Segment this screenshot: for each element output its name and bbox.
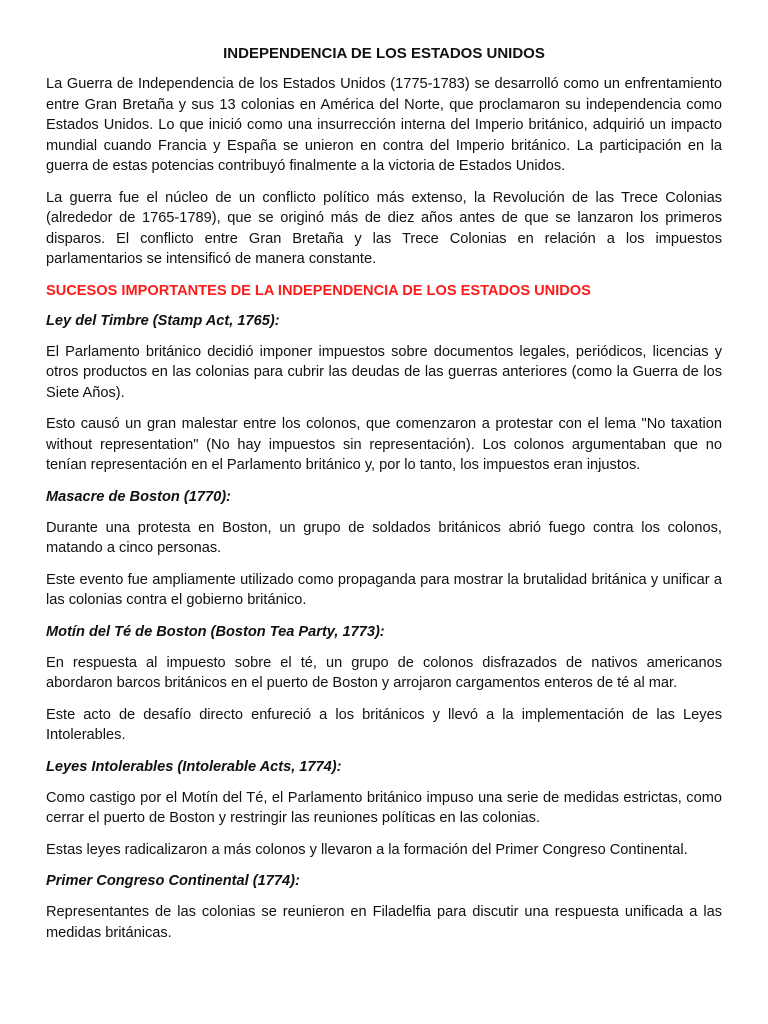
event-title: Primer Congreso Continental (1774): [46, 873, 300, 889]
event-paragraph: Durante una protesta en Boston, un grupo de soldados británicos abrió fuego contra los colonos, matando a cinco personas. [46, 519, 722, 556]
event-paragraph: El Parlamento británico decidió imponer impuestos sobre documentos legales, periódicos, licencias y otros productos en las colonias para cubrir las deudas de las guerras anteriores (como la Guerra de los Siete Años). [46, 343, 722, 401]
event-title: Ley del Timbre (Stamp Act, 1765): [46, 312, 280, 329]
intro-paragraph: La guerra fue el núcleo de un conflicto político más extenso, la Revolución de las Trece Colonias (alrededor de 1765-1789), que se originó más de diez años antes de que se lanzaron los primeros disparos. El conflicto entre Gran Bretaña y las Trece Colonias en relación a los impuestos parlamentarios se intensificó de manera constante. [46, 189, 722, 267]
event-paragraph: Estas leyes radicalizaron a más colonos y llevaron a la formación del Primer Congreso Continental. [46, 841, 688, 858]
event-paragraph: Esto causó un gran malestar entre los colonos, que comenzaron a protestar con el lema "No taxation without representation" (No hay impuestos sin representación). Los colonos argumentaban que no tenían representación en el Parlamento británico y, por lo tanto, los impuestos eran injustos. [46, 416, 722, 473]
event-paragraph: Este evento fue ampliamente utilizado como propaganda para mostrar la brutalidad británica y unificar a las colonias contra el gobierno británico. [46, 571, 722, 608]
event-title: Motín del Té de Boston (Boston Tea Party, 1773): [46, 623, 385, 640]
event-title: Leyes Intolerables (Intolerable Acts, 1774): [46, 758, 342, 775]
event-paragraph: Este acto de desafío directo enfureció a los británicos y llevó a la implementación de las Leyes Intolerables. [46, 706, 722, 743]
section-heading: SUCESOS IMPORTANTES DE LA INDEPENDENCIA DE LOS ESTADOS UNIDOS [46, 282, 591, 299]
event-paragraph: En respuesta al impuesto sobre el té, un grupo de colonos disfrazados de nativos americanos abordaron barcos británicos en el puerto de Boston y arrojaron cargamentos enteros de té al mar. [46, 654, 722, 691]
event-paragraph: Representantes de las colonias se reunieron en Filadelfia para discutir una respuesta unificada a las medidas británicas. [46, 904, 722, 941]
document-title: INDEPENDENCIA DE LOS ESTADOS UNIDOS [223, 45, 545, 62]
event-paragraph: Como castigo por el Motín del Té, el Parlamento británico impuso una serie de medidas estrictas, como cerrar el puerto de Boston y restringir las reuniones políticas en las colonias. [46, 789, 722, 826]
intro-paragraph: La Guerra de Independencia de los Estados Unidos (1775-1783) se desarrolló como un enfrentamiento entre Gran Bretaña y sus 13 colonias en América del Norte, que proclamaron su independencia como Estados Unidos. Lo que inició como una insurrección interna del Imperio británico, adquirió un impacto mundial cuando Francia y España se unieron en contra del Imperio británico. La participación en la guerra de estas potencias contribuyó finalmente a la victoria de Estados Unidos. [46, 76, 722, 174]
event-title: Masacre de Boston (1770): [46, 488, 231, 505]
